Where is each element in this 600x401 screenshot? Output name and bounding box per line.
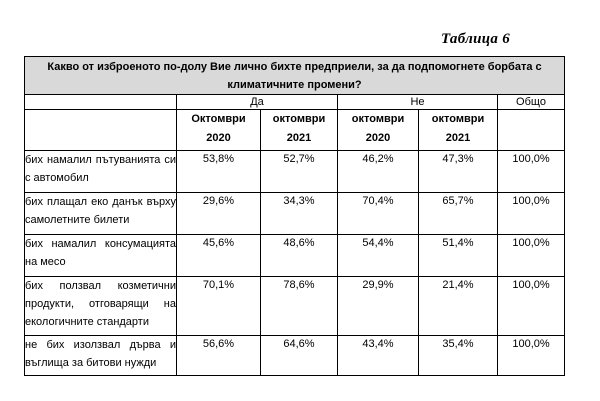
total-cell: 100,0% [498, 277, 565, 336]
value-cell: 46,2% [338, 151, 419, 193]
table-caption: Таблица 6 [441, 31, 511, 47]
empty-corner-cell [25, 95, 177, 110]
row-label: бих намалил пътуванията си с автомобил [25, 151, 177, 193]
total-cell: 100,0% [498, 193, 565, 235]
survey-table [24, 56, 565, 376]
group-no-header: Не [338, 95, 498, 110]
value-cell: 29,6% [177, 193, 261, 235]
table-row [25, 151, 565, 193]
value-cell: 35,4% [419, 336, 498, 376]
total-cell: 100,0% [498, 151, 565, 193]
value-cell: 51,4% [419, 235, 498, 277]
value-cell: 43,4% [338, 336, 419, 376]
row-label: бих ползвал козметични продукти, отговарящи на екологичните стандарти [25, 277, 177, 336]
period-header-row [25, 110, 565, 151]
empty-label-cell [25, 110, 177, 151]
group-total-header: Общо [498, 95, 565, 110]
table-row [25, 336, 565, 376]
value-cell: 53,8% [177, 151, 261, 193]
value-cell: 34,3% [261, 193, 338, 235]
value-cell: 52,7% [261, 151, 338, 193]
value-cell: 65,7% [419, 193, 498, 235]
value-cell: 70,1% [177, 277, 261, 336]
table-row [25, 193, 565, 235]
value-cell: 64,6% [261, 336, 338, 376]
group-header-row [25, 95, 565, 110]
value-cell: 78,6% [261, 277, 338, 336]
row-label: бих намалил консумацията на месо [25, 235, 177, 277]
value-cell: 45,6% [177, 235, 261, 277]
group-yes-header: Да [177, 95, 338, 110]
value-cell: 21,4% [419, 277, 498, 336]
question-header: Какво от изброеното по-долу Вие лично бихте предприели, за да подпомогнете борбата с климатичните промени? [25, 57, 565, 95]
value-cell: 47,3% [419, 151, 498, 193]
row-label: не бих изолзвал дърва и въглища за битови нужди [25, 336, 177, 376]
period-header: октомври 2021 [419, 110, 498, 151]
period-header: октомври 2020 [338, 110, 419, 151]
value-cell: 29,9% [338, 277, 419, 336]
value-cell: 56,6% [177, 336, 261, 376]
total-cell: 100,0% [498, 235, 565, 277]
row-label: бих плащал еко данък върху самолетните билети [25, 193, 177, 235]
value-cell: 54,4% [338, 235, 419, 277]
table-row [25, 235, 565, 277]
table-row [25, 277, 565, 336]
empty-total-cell [498, 110, 565, 151]
value-cell: 70,4% [338, 193, 419, 235]
total-cell: 100,0% [498, 336, 565, 376]
question-row [25, 57, 565, 95]
value-cell: 48,6% [261, 235, 338, 277]
period-header: октомври 2021 [261, 110, 338, 151]
period-header: Октомври 2020 [177, 110, 261, 151]
